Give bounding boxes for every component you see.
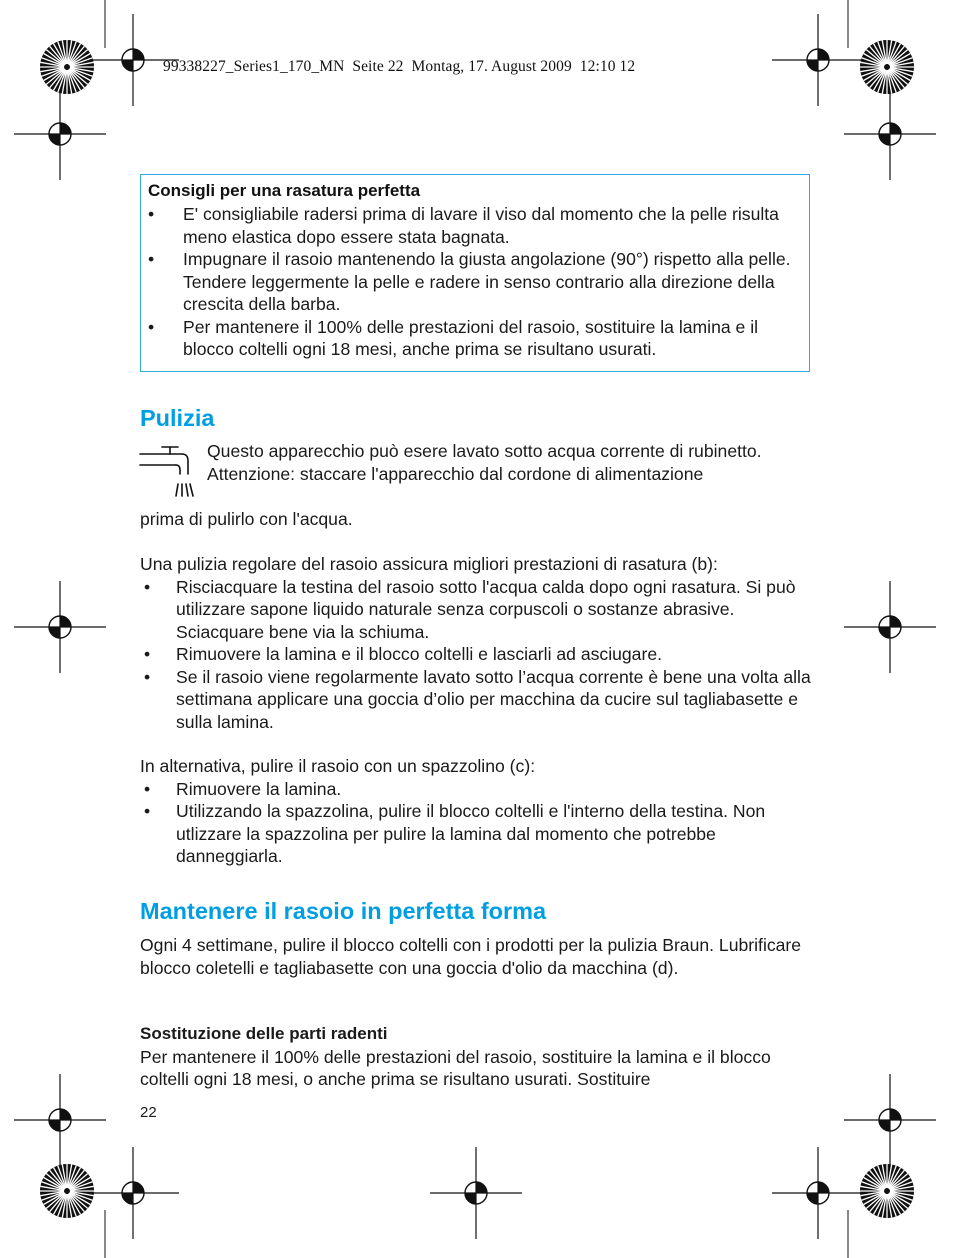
bullet: • (148, 204, 155, 224)
bullet: • (144, 801, 151, 821)
print-job-header (163, 58, 635, 76)
list-item (148, 248, 808, 316)
list-text: Rimuovere la lamina e il blocco coltelli e lasciarli ad asciugare. (176, 644, 663, 664)
registration-mark-left-middle (14, 581, 106, 673)
starburst-mark-top-right (860, 40, 914, 94)
tap-paragraph (207, 440, 817, 485)
starburst-mark-bottom-left (40, 1164, 94, 1218)
bullet: • (148, 316, 155, 337)
regular-intro: Una pulizia regolare del rasoio assicura migliori prestazioni di rasatura (b): (140, 554, 718, 574)
list-text: Rimuovere la lamina. (176, 778, 342, 799)
registration-mark-right-upper (844, 88, 936, 180)
job-id: 99338227_Series1_170_MN (163, 58, 345, 75)
cleaning-heading: Pulizia (140, 405, 215, 431)
list-text: Se il rasoio viene regolarmente lavato sotto l’acqua corrente è bene una volta alla settimana applicare una goccia d’olio per macchina da cucire sul tagliabasette e sulla lamina. (176, 666, 811, 732)
registration-mark-left-lower (14, 1074, 106, 1166)
print-time: 12:10 12 (579, 58, 636, 75)
registration-mark-bottom-left (87, 1147, 179, 1239)
bullet: • (148, 249, 155, 269)
tip-text: Impugnare il rasoio mantenendo la giusta angolazione (90°) rispetto alla pelle. Tendere leggermente la pelle e radere in senso contrario alla direzione della crescita della barba. (183, 249, 791, 314)
regular-cleaning-list (140, 576, 815, 734)
tap-water-icon (138, 444, 194, 500)
tips-list (148, 203, 808, 361)
registration-mark-top-right (772, 14, 864, 106)
bullet: • (144, 778, 151, 799)
list-item (140, 800, 815, 868)
print-date: Montag, 17. August 2009 (411, 58, 572, 75)
list-item (140, 666, 815, 734)
list-text: Risciacquare la testina del rasoio sotto l'acqua calda dopo ogni rasatura. Si può utilizzare sapone liquido naturale senza corpuscoli o sostanze abrasive. Sciacquare bene via la schiuma. (176, 576, 796, 642)
registration-mark-left-upper (14, 88, 106, 180)
starburst-mark-bottom-right (860, 1164, 914, 1218)
list-text: Utilizzando la spazzolina, pulire il blocco coltelli e l'interno della testina. Non utlizzare la spazzolina per pulire la lamina dal momento che potrebbe danneggiarla. (176, 801, 766, 866)
bullet: • (144, 666, 151, 687)
starburst-mark-top-left (40, 40, 94, 94)
maintenance-heading: Mantenere il rasoio in perfetta forma (140, 898, 547, 924)
list-item (148, 203, 808, 248)
replacement-heading: Sostituzione delle parti radenti (140, 1024, 388, 1043)
list-item (148, 316, 808, 361)
list-item (140, 778, 815, 801)
tips-title: Consigli per una rasatura perfetta (148, 181, 421, 200)
tap-line-3: prima di pulirlo con l'acqua. (140, 509, 353, 529)
maintenance-paragraph: Ogni 4 settimane, pulire il blocco coltelli con i prodotti per la pulizia Braun. Lubrificare blocco coletelli e tagliabasette con una goccia d'olio da macchina (d). (140, 935, 802, 978)
list-item (140, 576, 815, 644)
replacement-paragraph: Per mantenere il 100% delle prestazioni del rasoio, sostituire la lamina e il blocco coltelli ogni 18 mesi, o anche prima se risultano usurati. Sostituire (140, 1046, 771, 1089)
replacement-section (140, 1023, 815, 1091)
brush-cleaning-section (140, 755, 815, 868)
tap-line-2: Attenzione: staccare l'apparecchio dal cordone di alimentazione (207, 463, 704, 484)
regular-cleaning-section (140, 553, 815, 733)
registration-mark-right-lower (844, 1074, 936, 1166)
tip-text: E' consigliabile radersi prima di lavare il viso dal momento che la pelle risulta meno elastica dopo essere stata bagnata. (183, 204, 779, 247)
tap-line-1: Questo apparecchio può esere lavato sotto acqua corrente di rubinetto. (207, 441, 762, 461)
registration-mark-bottom-right (772, 1147, 864, 1239)
registration-mark-right-middle (844, 581, 936, 673)
brush-intro: In alternativa, pulire il rasoio con un spazzolino (c): (140, 756, 536, 776)
page-ref: Seite 22 (352, 58, 404, 75)
bullet: • (144, 576, 151, 597)
page-number: 22 (140, 1104, 157, 1121)
list-item (140, 643, 815, 666)
brush-cleaning-list (140, 778, 815, 868)
registration-mark-bottom-center (430, 1147, 522, 1239)
tip-text: Per mantenere il 100% delle prestazioni del rasoio, sostituire la lamina e il blocco coltelli ogni 18 mesi, anche prima se risultano usurati. (183, 316, 759, 359)
bullet: • (144, 644, 151, 664)
